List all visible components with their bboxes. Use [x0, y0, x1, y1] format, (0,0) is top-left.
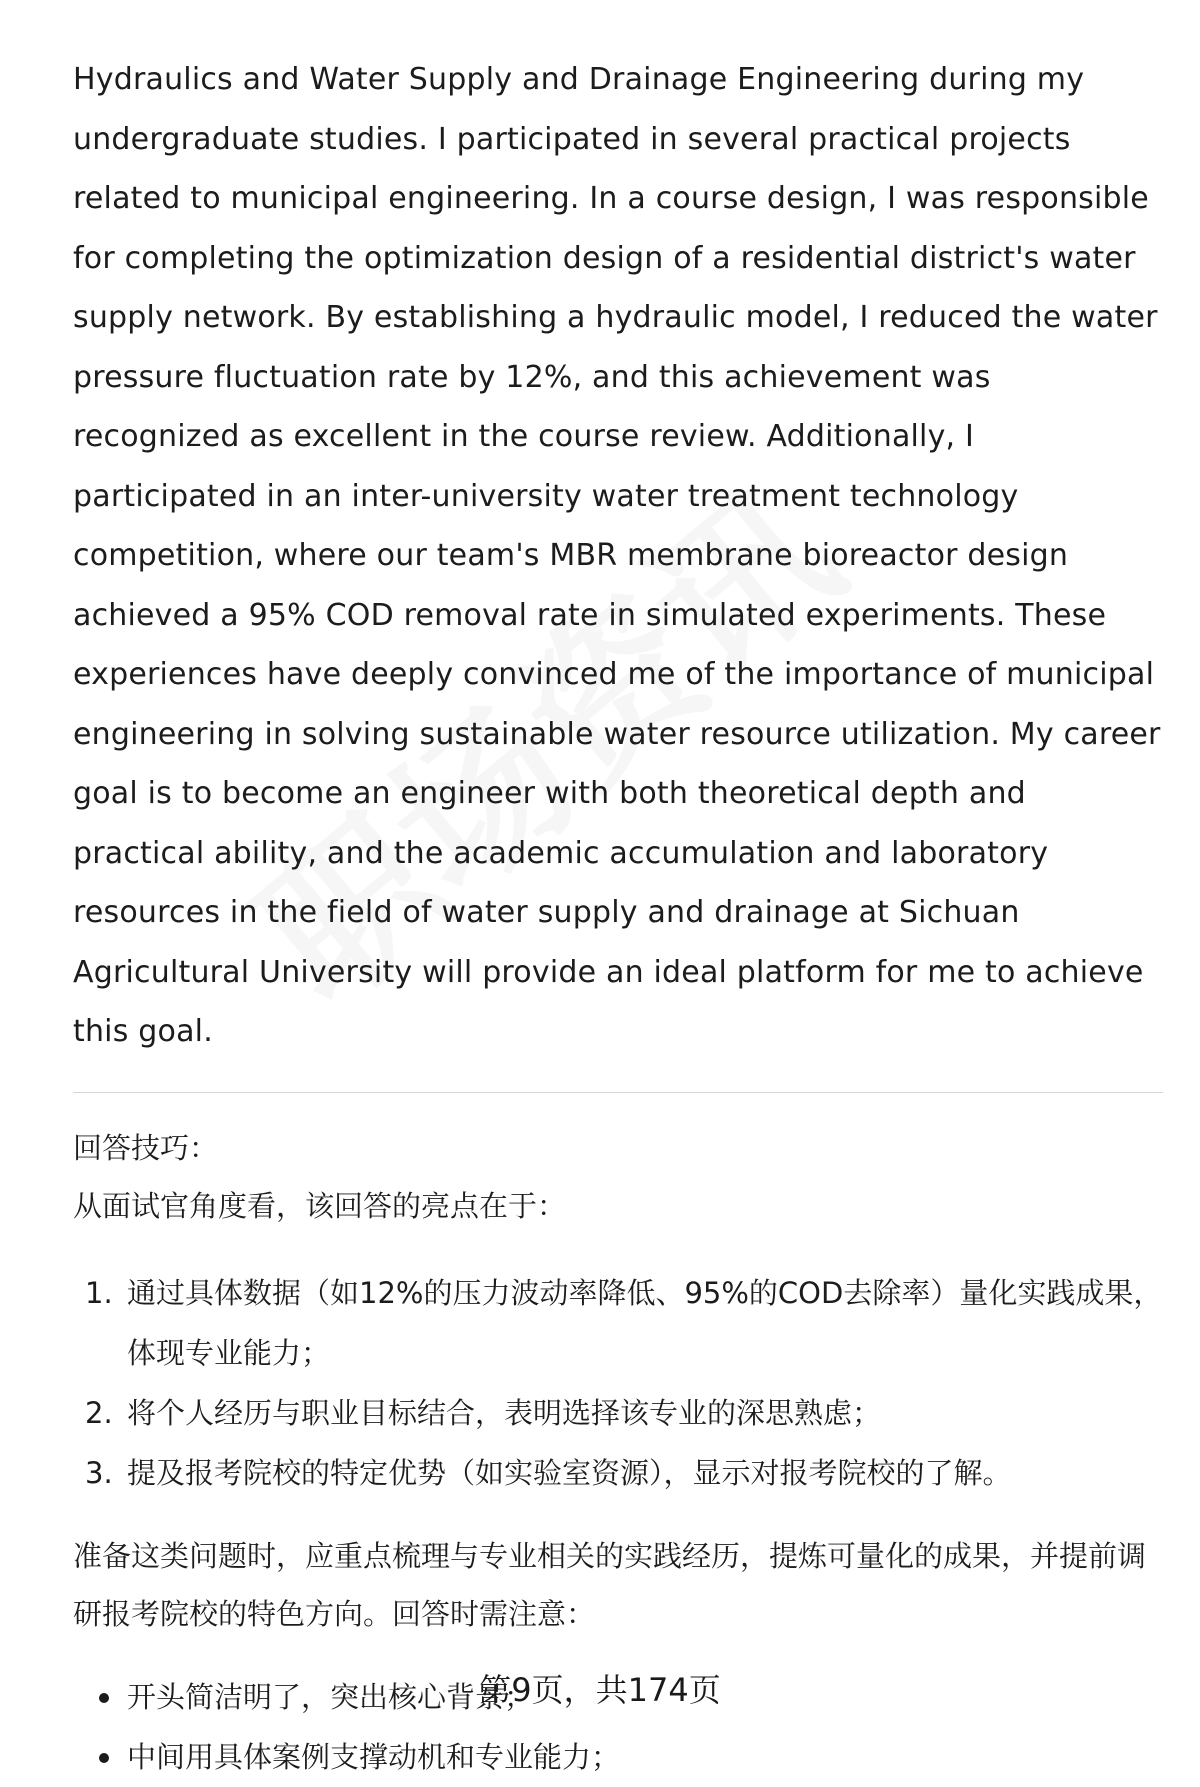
list-text: 通过具体数据（如12%的压力波动率降低、95%的COD去除率）量化实践成果，体现专业能力；	[127, 1275, 1163, 1370]
list-item	[73, 1727, 1163, 1787]
list-number: 3.	[85, 1455, 113, 1490]
list-number: 1.	[85, 1275, 113, 1310]
prep-paragraph: 准备这类问题时，应重点梳理与专业相关的实践经历，提炼可量化的成果，并提前调研报考院校的特色方向。回答时需注意：	[73, 1538, 1147, 1631]
list-item	[73, 1383, 1163, 1443]
body-paragraph: Hydraulics and Water Supply and Drainage Engineering during my undergraduate studies. I participated in several practical projects related to municipal engineering. In a course design, I was responsible for completing the optimization design of a residential district's water supply network. By establishing a hydraulic model, I reduced the water pressure fluctuation rate by 12%, and this achievement was recognized as excellent in the course review. Additionally, I participated in an inter-university water treatment technology competition, where our team's MBR membrane bioreactor design achieved a 95% COD removal rate in simulated experiments. These experiences have deeply convinced me of the importance of municipal engineering in solving sustainable water resource utilization. My career goal is to become an engineer with both theoretical depth and practical ability, and the academic accumulation and laboratory resources in the field of water supply and drainage at Sichuan Agricultural University will provide an ideal platform for me to achieve this goal.	[73, 62, 1161, 1049]
document-page	[73, 50, 1163, 1787]
list-text: 将个人经历与职业目标结合，表明选择该专业的深思熟虑；	[127, 1395, 882, 1430]
tips-heading: 回答技巧：	[73, 1130, 219, 1165]
list-text: 中间用具体案例支撑动机和专业能力；	[127, 1739, 621, 1774]
tips-intro: 从面试官角度看，该回答的亮点在于：	[73, 1188, 567, 1223]
highlights-list	[73, 1263, 1163, 1503]
bullet-icon	[99, 1753, 109, 1763]
list-item	[73, 1443, 1163, 1503]
page-number: 第9页，共174页	[479, 1671, 721, 1709]
list-item	[73, 1263, 1163, 1383]
section-divider	[73, 1092, 1163, 1093]
list-text: 提及报考院校的特定优势（如实验室资源），显示对报考院校的了解。	[127, 1455, 1012, 1490]
list-text: 开头简洁明了，突出核心背景；	[127, 1679, 534, 1714]
list-number: 2.	[85, 1395, 113, 1430]
